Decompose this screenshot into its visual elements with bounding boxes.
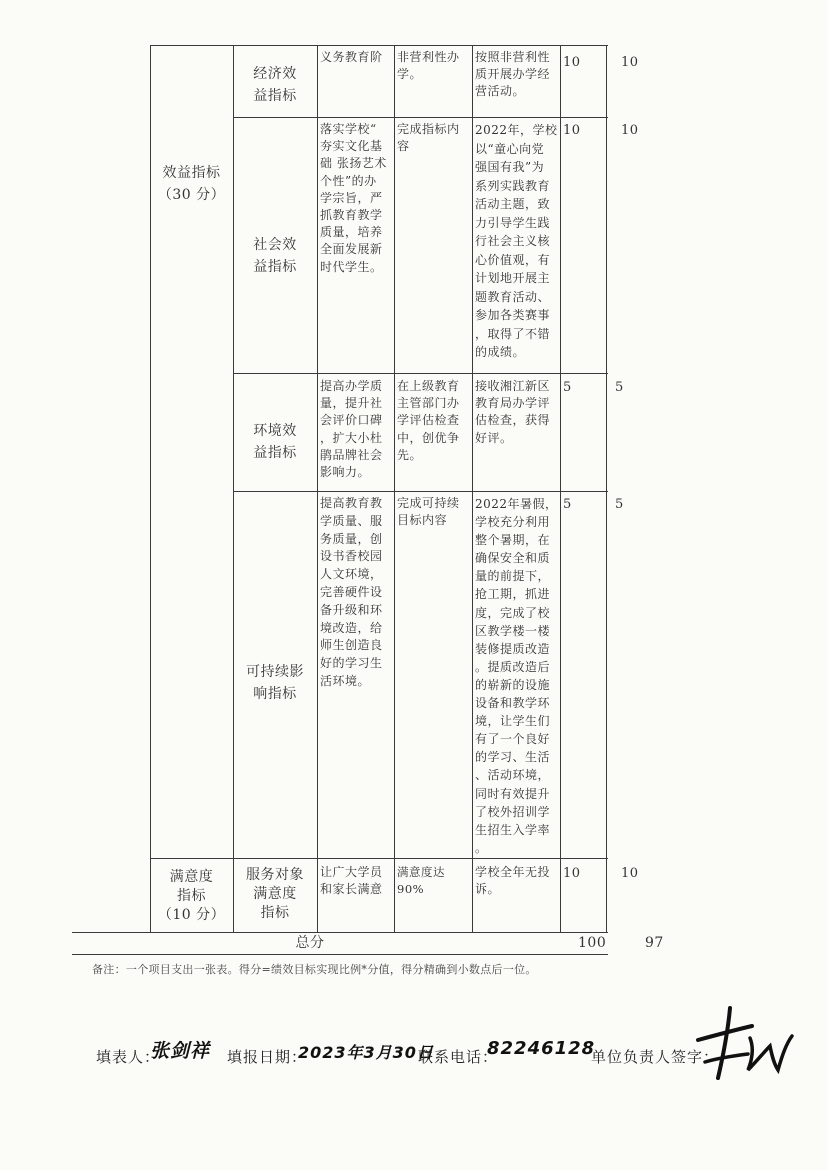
- row-3-target: 在上级教育 主管部门办 学评估检查 中，创优争 先。: [397, 379, 460, 462]
- total-label: 总分: [295, 935, 325, 951]
- table-col-divider: [472, 45, 473, 932]
- phone-value: 82246128: [487, 1038, 596, 1059]
- row-2-score: 10: [621, 123, 639, 138]
- row-4-indicator: 可持续影 响指标: [246, 664, 304, 702]
- row-4-content: 提高教育教 学质量、服 务质量，创 设书香校园 人文环境， 完善硬件设 备升级和环 境改造，给 师生创造良 好的学习生 活环境。: [320, 496, 383, 688]
- row-5-actual: 学校全年无投 诉。: [475, 865, 551, 897]
- row-divider: [233, 491, 608, 492]
- table-col-divider: [233, 45, 234, 932]
- footnote: 备注：一个项目支出一张表。得分=绩效目标实现比例*分值，得分精确到小数点后一位。: [92, 963, 537, 976]
- row-5-score: 10: [621, 866, 639, 881]
- leader-signature: [690, 1000, 800, 1090]
- leader-label: 单位负责人签字：: [591, 1048, 720, 1066]
- row-1-content: 义务教育阶: [320, 50, 383, 64]
- row-5-weight: 10: [563, 866, 581, 881]
- row-3-weight: 5: [563, 380, 572, 395]
- filler-signature: 张剑祥: [150, 1040, 211, 1062]
- row-3-actual: 接收湘江新区 教育局办学评 估检查，获得 好评。: [475, 379, 551, 445]
- row-2-target: 完成指标内 容: [397, 122, 460, 154]
- row-4-score: 5: [615, 497, 624, 512]
- row-4-target: 完成可持续 目标内容: [397, 496, 460, 528]
- phone-label: 联系电话：: [418, 1048, 499, 1066]
- total-score: 97: [645, 935, 664, 951]
- table-col-divider: [606, 45, 607, 932]
- row-5-indicator: 服务对象 满意度 指标: [246, 867, 304, 921]
- row-5-content: 让广大学员 和家长满意: [320, 865, 383, 897]
- date-value: 2023年3月30日: [298, 1043, 434, 1062]
- row-divider: [150, 858, 608, 859]
- row-1-score: 10: [621, 55, 639, 70]
- row-divider: [233, 373, 608, 374]
- row-1-target: 非营利性办 学。: [397, 50, 460, 82]
- row-1-actual: 按照非营利性 质开展办学经 营活动。: [475, 50, 551, 99]
- row-divider: [233, 117, 608, 118]
- row-5-target: 满意度达90%: [397, 865, 445, 897]
- row-3-content: 提高办学质 量，提升社 会评价口碑 ，扩大小杜 鹃品牌社会 影响力。: [320, 379, 383, 480]
- row-2-weight: 10: [563, 123, 581, 138]
- table-col-divider: [394, 45, 395, 932]
- row-4-actual: 2022年暑假， 学校充分利用 整个暑期，在 确保安全和质 量的前提下， 抢工期，抓进 度，完成了校 区教学楼一楼 装修提质改造 。提质改造后 的崭新的设施 设备和教学环 境，让学生们 有了一个良好 的学习、生活 、活动环境， 同时有效提升 了校外招训学 生招生入学率 。: [475, 497, 558, 855]
- total-weight: 100: [578, 935, 607, 951]
- date-label: 填报日期：: [227, 1048, 308, 1066]
- total-row-bottom-border: [72, 954, 608, 955]
- table-col-divider: [317, 45, 318, 932]
- row-2-actual: 2022年，学校 以“童心向党 强国有我”为 系列实践教育 活动主题，致 力引导学生践 行社会主义核 心价值观，有 计划地开展主 题教育活动、 参加各类赛事 ，取得了不错 的成绩。: [475, 123, 558, 359]
- total-row-top-border: [72, 932, 608, 933]
- category-satisfaction: 满意度 指标 （10 分）: [157, 869, 226, 923]
- table-top-border: [150, 45, 608, 46]
- category-benefit: 效益指标 （30 分）: [157, 165, 226, 203]
- row-2-content: 落实学校“ 夯实文化基 础 张扬艺术 个性”的办 学宗旨，严 抓教育教学 质量，培养 全面发展新 时代学生。: [320, 122, 387, 274]
- row-3-score: 5: [615, 380, 624, 395]
- row-2-indicator: 社会效 益指标: [253, 237, 297, 275]
- table-col-divider: [560, 45, 561, 932]
- filler-label: 填表人：: [96, 1048, 161, 1066]
- row-1-weight: 10: [563, 55, 581, 70]
- row-3-indicator: 环境效 益指标: [253, 423, 297, 461]
- row-1-indicator: 经济效 益指标: [253, 66, 297, 104]
- row-4-weight: 5: [563, 497, 572, 512]
